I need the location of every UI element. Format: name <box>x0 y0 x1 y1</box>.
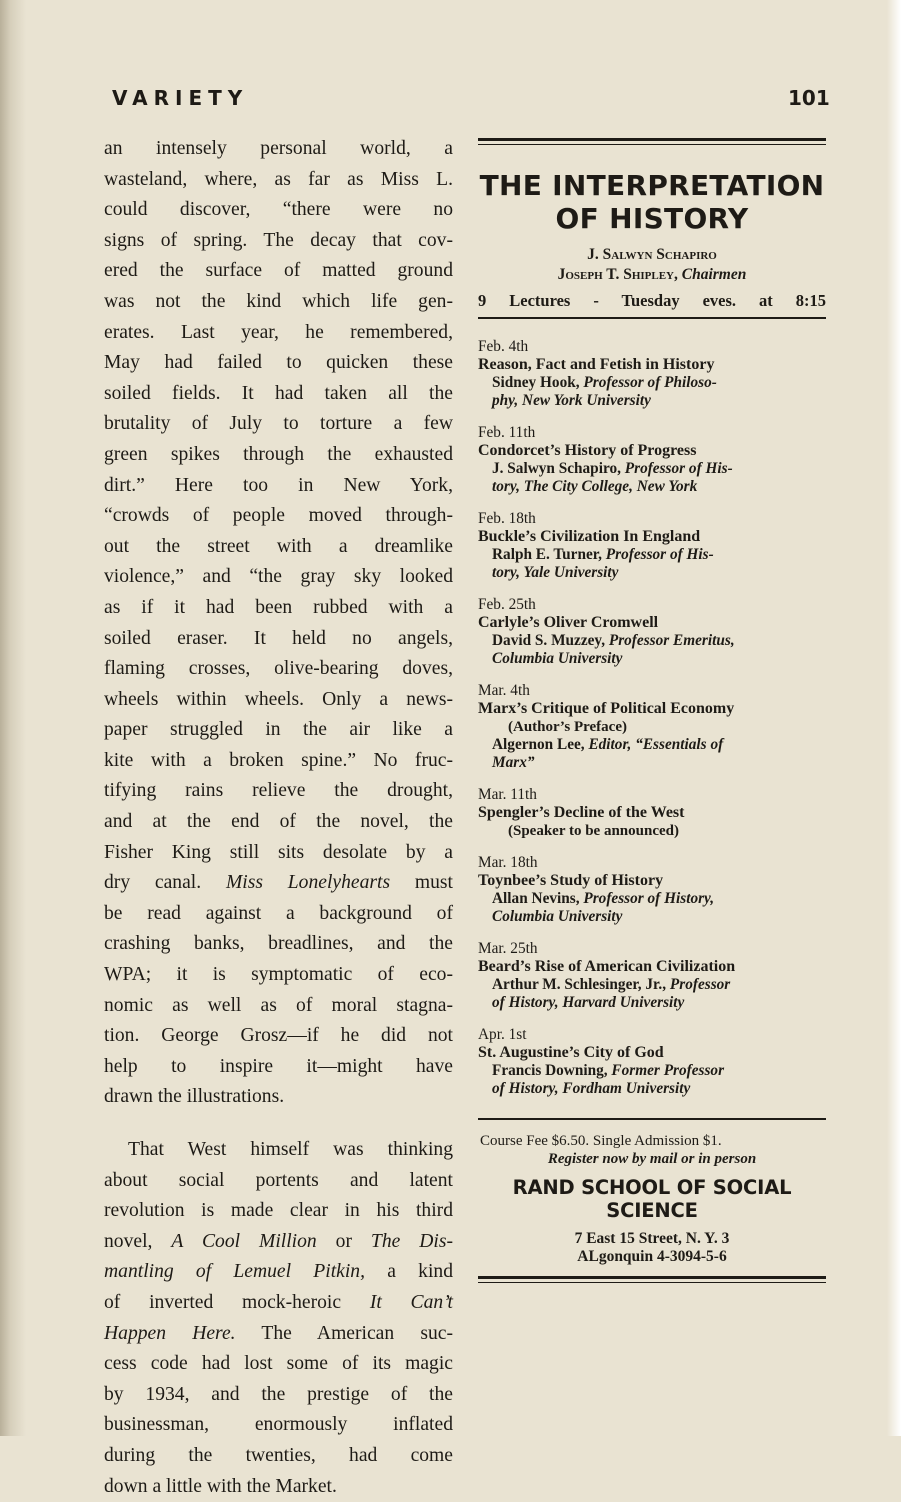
text-line: out the street with a dreamlike <box>104 535 453 557</box>
ad-title-line: OF HISTORY <box>555 202 749 235</box>
lecture-speaker <box>478 632 826 650</box>
lecture-item <box>478 424 826 496</box>
text-line <box>104 868 453 899</box>
ad-title-line: THE INTERPRETATION <box>479 169 825 202</box>
page-gutter-shadow <box>0 0 26 1436</box>
text-line: erates. Last year, he remembered, <box>104 321 453 343</box>
speaker-role: Professor of His- <box>605 546 714 563</box>
speaker-role: Former Professor <box>611 1062 725 1079</box>
page-right-edge <box>887 0 901 1436</box>
lecture-advertisement <box>478 138 826 1283</box>
chairmen-label: Chairmen <box>681 266 747 283</box>
lecture-item <box>478 682 826 772</box>
text-line: businessman, enormously inflated <box>104 1414 453 1436</box>
divider-rule <box>478 1118 826 1120</box>
text-line: tifying rains relieve the drought, <box>104 780 453 802</box>
lecture-title: Carlyle’s Oliver Cromwell <box>478 614 659 631</box>
lecture-title: Buckle’s Civilization In England <box>478 528 701 545</box>
book-title: It Can’t <box>369 1291 453 1313</box>
text-fragment: dry canal. <box>104 872 202 894</box>
text-line: May had failed to quicken these <box>104 352 453 374</box>
chairman-name: Joseph T. Shipley, <box>557 266 678 283</box>
text-line: soiled eraser. It held no angels, <box>104 627 453 649</box>
speaker-role: Professor of Philoso- <box>583 374 717 391</box>
text-line: flaming crosses, olive-bearing doves, <box>104 658 453 680</box>
text-line <box>104 1257 453 1288</box>
book-title: A Cool Million <box>171 1230 317 1252</box>
paragraph-2 <box>104 1135 453 1502</box>
text-fragment: must <box>390 872 453 894</box>
speaker-role: Professor of History, <box>583 890 715 907</box>
book-title: Happen Here. <box>104 1322 236 1344</box>
paragraph-1 <box>104 134 453 1113</box>
text-line: an intensely personal world, a <box>104 138 453 159</box>
speaker-role-cont: Marx” <box>492 754 535 771</box>
ad-footer <box>478 1118 826 1283</box>
text-fragment: or <box>316 1230 371 1252</box>
lecture-speaker <box>478 460 826 478</box>
chairmen <box>478 245 826 285</box>
phone-line: ALgonquin 4-3094-5-6 <box>577 1248 727 1265</box>
lecture-title: Toynbee’s Study of History <box>478 872 664 889</box>
speaker-role-cont: Columbia University <box>492 908 623 925</box>
bottom-rule-line <box>478 1276 826 1283</box>
text-line: could discover, “there were no <box>104 199 453 221</box>
lecture-title: Marx’s Critique of Political Economy <box>478 700 735 717</box>
school-name: RAND SCHOOL OF SOCIAL SCIENCE <box>512 1176 792 1222</box>
lecture-speaker <box>478 736 826 754</box>
speaker-role-cont: phy, New York University <box>492 392 651 409</box>
text-line: WPA; it is symptomatic of eco- <box>104 964 453 986</box>
lecture-title: Reason, Fact and Fetish in History <box>478 356 715 373</box>
lecture-date: Mar. 11th <box>478 786 537 803</box>
text-line <box>104 1319 453 1350</box>
speaker-name: Sidney Hook, <box>492 374 580 391</box>
text-fragment: The American suc- <box>235 1322 453 1344</box>
lecture-item <box>478 854 826 926</box>
text-line: as if it had been rubbed with a <box>104 596 453 618</box>
text-line: signs of spring. The decay that cov- <box>104 229 453 251</box>
lecture-list <box>478 338 826 1098</box>
page-number: 101 <box>788 86 830 110</box>
lecture-item <box>478 510 826 582</box>
text-line: kite with a broken spine.” No fruc- <box>104 749 453 771</box>
text-line: cess code had lost some of its magic <box>104 1353 453 1375</box>
lectures-info: 9 Lectures - Tuesday eves. at 8:15 <box>478 291 826 310</box>
speaker-role-cont: of History, Harvard University <box>492 994 685 1011</box>
lecture-date: Feb. 11th <box>478 424 536 441</box>
divider-rule <box>478 317 826 319</box>
text-line: about social portents and latent <box>104 1169 453 1191</box>
lecture-speaker <box>478 976 826 994</box>
lecture-speaker <box>478 374 826 392</box>
text-line: That West himself was thinking <box>128 1139 453 1160</box>
lecture-note: (Author’s Preface) <box>508 719 627 735</box>
text-line: revolution is made clear in his third <box>104 1200 453 1222</box>
lecture-item <box>478 596 826 668</box>
lecture-speaker <box>478 890 826 908</box>
lecture-item <box>478 1026 826 1098</box>
text-line: was not the kind which life gen- <box>104 290 453 312</box>
lecture-date: Mar. 25th <box>478 940 538 957</box>
lecture-item <box>478 786 826 840</box>
speaker-role-cont: of History, Fordham University <box>492 1080 691 1097</box>
book-title: Miss Lonelyhearts <box>225 872 391 894</box>
book-title: The Dis- <box>370 1230 453 1252</box>
text-line <box>104 1288 453 1319</box>
text-line: violence,” and “the gray sky looked <box>104 566 453 588</box>
text-line: “crowds of people moved through- <box>104 505 453 527</box>
lecture-date: Mar. 4th <box>478 682 530 699</box>
lecture-note: (Speaker to be announced) <box>508 823 679 839</box>
chairman-name: J. Salwyn Schapiro <box>587 246 717 263</box>
speaker-name: Arthur M. Schlesinger, Jr., <box>492 976 667 993</box>
text-line: green spikes through the exhausted <box>104 443 453 465</box>
text-line: soiled fields. It had taken all the <box>104 382 453 404</box>
chairman-line <box>478 265 826 285</box>
running-head: VARIETY <box>112 86 249 110</box>
speaker-role-cont: tory, Yale University <box>492 564 619 581</box>
lecture-title: Condorcet’s History of Progress <box>478 442 697 459</box>
text-line: Fisher King still sits desolate by a <box>104 841 453 863</box>
lecture-date: Feb. 18th <box>478 510 536 527</box>
speaker-name: Allan Nevins, <box>492 890 580 907</box>
speaker-name: David S. Muzzey, <box>492 632 606 649</box>
speaker-role-cont: tory, The City College, New York <box>492 478 698 495</box>
bottom-rule <box>478 1276 826 1283</box>
course-fee: Course Fee $6.50. Single Admission $1. <box>480 1133 722 1149</box>
text-line: ered the surface of matted ground <box>104 260 453 282</box>
speaker-name: J. Salwyn Schapiro, <box>492 460 621 477</box>
text-line: wasteland, where, as far as Miss L. <box>104 168 453 190</box>
lecture-date: Feb. 25th <box>478 596 536 613</box>
lecture-title: Spengler’s Decline of the West <box>478 804 685 821</box>
lecture-item <box>478 338 826 410</box>
lecture-speaker <box>478 546 826 564</box>
text-line: drawn the illustrations. <box>104 1086 285 1108</box>
speaker-role: Professor Emeritus, <box>608 632 735 649</box>
text-line: paper struggled in the air like a <box>104 719 453 741</box>
text-line: and at the end of the novel, the <box>104 811 453 833</box>
address-line: 7 East 15 Street, N. Y. 3 <box>574 1230 730 1247</box>
speaker-role-cont: Columbia University <box>492 650 623 667</box>
lecture-date: Apr. 1st <box>478 1026 527 1043</box>
text-line: nomic as well as of moral stagna- <box>104 994 453 1016</box>
school-address <box>478 1230 826 1266</box>
text-fragment: of inverted mock-heroic <box>104 1291 342 1313</box>
text-line: be read against a background of <box>104 902 453 924</box>
text-line: crashing banks, breadlines, and the <box>104 933 453 955</box>
top-rule <box>478 138 826 145</box>
text-fragment: novel, <box>104 1230 153 1252</box>
lecture-date: Mar. 18th <box>478 854 538 871</box>
lecture-item <box>478 940 826 1012</box>
text-line <box>104 1227 453 1258</box>
text-line: during the twenties, had come <box>104 1444 453 1466</box>
speaker-role: Editor, “Essentials of <box>588 736 724 753</box>
speaker-name: Francis Downing, <box>492 1062 608 1079</box>
lecture-title: St. Augustine’s City of God <box>478 1044 664 1061</box>
text-line: wheels within wheels. Only a news- <box>104 688 453 710</box>
text-line: by 1934, and the prestige of the <box>104 1383 453 1405</box>
lecture-speaker <box>478 1062 826 1080</box>
text-line: tion. George Grosz—if he did not <box>104 1025 453 1047</box>
speaker-role: Professor of His- <box>624 460 733 477</box>
lecture-date: Feb. 4th <box>478 338 529 355</box>
text-fragment: a kind <box>365 1261 454 1283</box>
book-title: mantling of Lemuel Pitkin, <box>104 1261 365 1283</box>
ad-title <box>478 169 826 235</box>
text-line: help to inspire it—might have <box>104 1055 453 1077</box>
body-text-column <box>104 134 453 1502</box>
text-line: brutality of July to torture a few <box>104 413 453 435</box>
register-note: Register now by mail or in person <box>547 1151 757 1167</box>
text-line: dirt.” Here too in New York, <box>104 474 453 496</box>
speaker-name: Ralph E. Turner, <box>492 546 602 563</box>
speaker-role: Professor <box>669 976 731 993</box>
text-line: down a little with the Market. <box>104 1475 337 1497</box>
speaker-name: Algernon Lee, <box>492 736 585 753</box>
lecture-title: Beard’s Rise of American Civilization <box>478 958 736 975</box>
